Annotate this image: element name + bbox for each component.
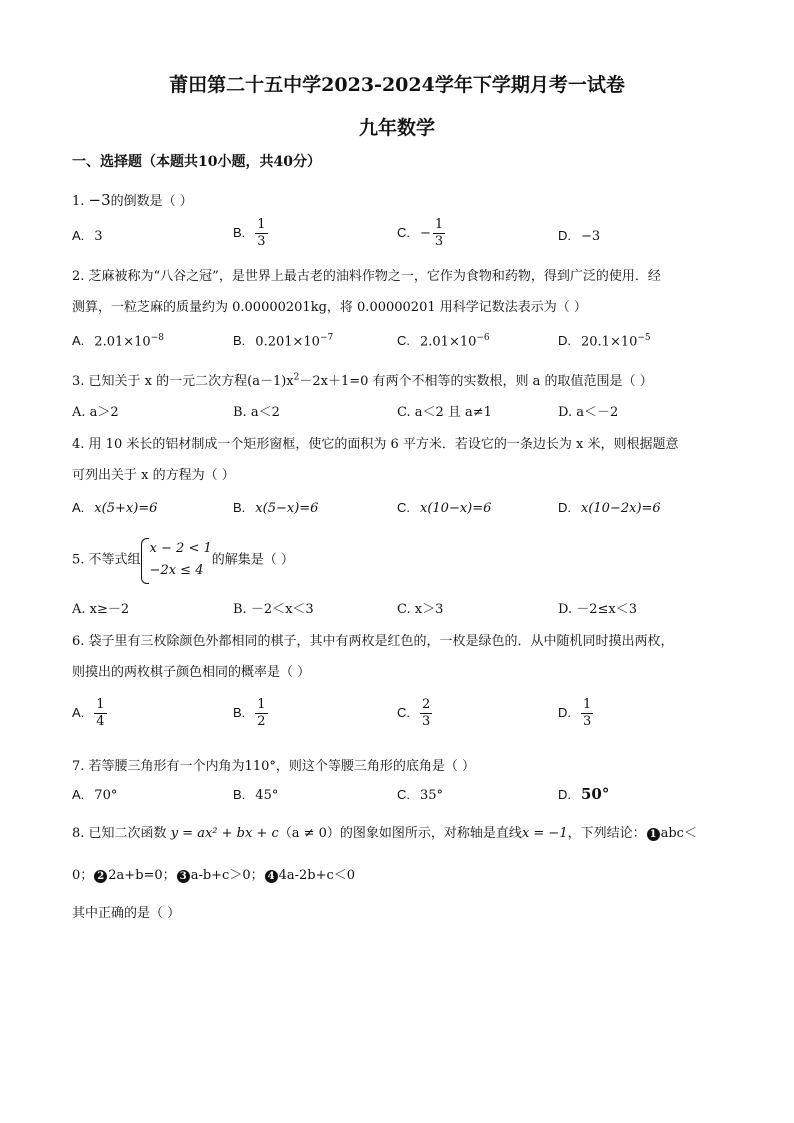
option-value: 70° [94, 788, 118, 803]
fraction [255, 217, 267, 250]
question-3-option-c[interactable]: C. a＜2 且 a≠1 [397, 405, 492, 420]
option-label: B. [233, 787, 246, 802]
question-text: 的倒数是（ ） [110, 194, 193, 209]
numerator: 1 [257, 697, 266, 712]
option-value: 20.1×10 [581, 334, 638, 350]
numerator: 1 [583, 697, 592, 712]
question-1-option-c[interactable] [397, 217, 445, 250]
option-label: D. [558, 333, 571, 349]
question-text: 的图象如图所示，对称轴是直线 [339, 826, 522, 841]
question-5-stem [72, 538, 294, 582]
option-value: 35° [420, 788, 444, 803]
exam-subtitle: 九年数学 [358, 117, 435, 139]
brace-icon [141, 538, 149, 584]
circled-number-icon: 2 [94, 870, 107, 883]
exponent: −7 [319, 333, 334, 343]
question-4-option-a[interactable] [72, 500, 157, 516]
question-2-option-b[interactable] [233, 333, 333, 349]
exponent: −6 [476, 333, 490, 343]
numerator: 2 [422, 697, 431, 712]
numerator: 1 [434, 217, 444, 232]
question-number: 1. [72, 194, 85, 209]
option-label: D. [558, 500, 571, 515]
conclusion-text: 2a+b=0； [108, 868, 176, 883]
denominator: 2 [257, 714, 266, 729]
fraction [420, 697, 432, 730]
option-value: x(5+x)=6 [94, 501, 158, 516]
question-6-option-c[interactable] [397, 697, 432, 730]
question-3-option-d[interactable]: D. a＜－2 [558, 405, 619, 420]
section-heading: 一、选择题（本题共10小题，共40分） [72, 154, 321, 170]
exam-title: 莆田第二十五中学2023-2024学年下学期月考一试卷 [169, 74, 625, 96]
question-text: 3. 已知关于 x 的一元二次方程(a－1)x [72, 374, 294, 389]
option-value: 45° [255, 788, 279, 803]
question-7-option-c[interactable] [397, 787, 443, 803]
question-text: 5. 不等式组 [72, 552, 141, 568]
option-label: C. [397, 333, 410, 349]
option-label: B. [233, 225, 246, 240]
option-label: C. [397, 787, 410, 802]
question-2-line-2: 测算，一粒芝麻的质量约为 0.00000201kg，将 0.00000201 用科学记数法表示为（ ） [72, 300, 587, 315]
question-text: －2x＋1=0 有两个不相等的实数根，则 a 的取值范围是（ ） [299, 374, 653, 389]
fraction [255, 697, 267, 730]
question-6-option-a[interactable] [72, 697, 107, 730]
exponent: −8 [150, 333, 164, 343]
question-5-option-c[interactable]: C. x＞3 [397, 602, 444, 617]
option-value: −3 [581, 229, 601, 244]
question-1-stem [72, 190, 193, 209]
question-7-stem [72, 755, 475, 774]
fraction [433, 217, 445, 250]
question-6-line-1: 6. 袋子里有三枚除颜色外都相同的棋子，其中有两枚是红色的，一枚是绿色的．从中随机同时摸出两枚， [72, 634, 674, 649]
option-label: D. [558, 787, 571, 802]
question-4-option-b[interactable] [233, 500, 318, 516]
question-7-option-a[interactable] [72, 787, 117, 803]
question-8-line-1 [72, 822, 697, 841]
option-label: B. [233, 333, 246, 349]
denominator: 3 [434, 234, 444, 249]
question-text: ，下列结论： [567, 826, 646, 841]
exponent: 2 [293, 372, 300, 383]
math-expression: −3 [88, 191, 111, 209]
option-value: 3 [94, 229, 103, 244]
axis-expression: x = −1 [521, 826, 568, 841]
inequality-row: −2x ≤ 4 [149, 563, 204, 578]
question-5-option-b[interactable]: B. －2＜x＜3 [233, 602, 314, 617]
condition-text: （a ≠ 0） [278, 826, 340, 841]
minus-sign: − [420, 226, 431, 241]
option-value: x(10−x)=6 [420, 501, 492, 516]
option-label: A. [72, 705, 85, 720]
denominator: 4 [96, 714, 105, 729]
option-label: A. [72, 333, 85, 349]
question-1-option-d[interactable] [558, 228, 600, 244]
question-1-option-b[interactable] [233, 217, 268, 250]
question-4-option-d[interactable] [558, 500, 661, 516]
option-label: B. [233, 705, 246, 720]
question-text: 7. 若等腰三角形有一个内角为 [72, 759, 245, 774]
question-7-option-b[interactable] [233, 787, 278, 803]
option-label: C. [397, 225, 410, 240]
math-expression: 110° [244, 759, 276, 774]
question-2-option-a[interactable] [72, 333, 164, 349]
question-text: 的解集是（ ） [211, 552, 294, 568]
option-label: D. [558, 705, 571, 720]
inequality-system [141, 538, 212, 582]
question-text: 8. 已知二次函数 [72, 826, 167, 841]
option-label: A. [72, 500, 85, 515]
numerator: 1 [257, 217, 266, 232]
denominator: 3 [257, 234, 266, 249]
question-4-line-1: 4. 用 10 米长的铝材制成一个矩形窗框，使它的面积为 6 平方米．若设它的一条边长为 x 米，则根据题意 [72, 437, 679, 452]
conclusion-text: 0； [72, 868, 94, 883]
denominator: 3 [583, 714, 592, 729]
option-value: 50° [581, 785, 610, 803]
question-4-option-c[interactable] [397, 500, 491, 516]
question-3-stem [72, 370, 653, 389]
circled-number-icon: 1 [647, 828, 660, 841]
function-expression: y = ax² + bx + c [170, 826, 279, 841]
question-5-option-a[interactable]: A. x≥－2 [72, 602, 130, 617]
question-3-option-b[interactable]: B. a＜2 [233, 405, 280, 420]
conclusion-text: abc＜ [660, 826, 697, 841]
option-value: 2.01×10 [420, 334, 477, 350]
inequality-row: x − 2 < 1 [149, 541, 212, 556]
option-value: x(5−x)=6 [255, 501, 319, 516]
question-4-line-2: 可列出关于 x 的方程为（ ） [72, 468, 235, 483]
question-3-option-a[interactable]: A. a＞2 [72, 405, 119, 420]
option-value: 2.01×10 [94, 334, 151, 350]
conclusion-text: a-b+c＞0； [190, 868, 264, 883]
option-label: D. [558, 228, 571, 243]
question-5-option-d[interactable]: D. －2≤x＜3 [558, 602, 637, 617]
exponent: −5 [637, 333, 651, 343]
fraction [94, 697, 106, 730]
denominator: 3 [422, 714, 431, 729]
numerator: 1 [96, 697, 105, 712]
question-8-line-3: 其中正确的是（ ） [72, 906, 181, 921]
question-text: ，则这个等腰三角形的底角是（ ） [275, 759, 476, 774]
question-6-line-2: 则摸出的两枚棋子颜色相同的概率是（ ） [72, 665, 311, 680]
conclusion-text: 4a-2b+c＜0 [278, 868, 356, 883]
option-label: A. [72, 787, 85, 802]
question-8-line-2 [72, 864, 355, 883]
option-value: 0.201×10 [255, 334, 320, 350]
option-label: A. [72, 228, 85, 243]
circled-number-icon: 3 [177, 870, 190, 883]
question-6-option-b[interactable] [233, 697, 268, 730]
option-label: B. [233, 500, 246, 515]
circled-number-icon: 4 [265, 870, 278, 883]
question-7-option-d[interactable] [558, 785, 609, 803]
question-2-option-d[interactable] [558, 333, 651, 349]
question-1-option-a[interactable] [72, 228, 103, 244]
question-2-option-c[interactable] [397, 333, 490, 349]
option-value: x(10−2x)=6 [581, 501, 661, 516]
option-label: C. [397, 705, 410, 720]
fraction [581, 697, 593, 730]
question-2-line-1: 2. 芝麻被称为“八谷之冠”，是世界上最古老的油料作物之一，它作为食物和药物，得到广泛的使用．经 [72, 269, 661, 284]
question-6-option-d[interactable] [558, 697, 593, 730]
option-label: C. [397, 500, 410, 515]
